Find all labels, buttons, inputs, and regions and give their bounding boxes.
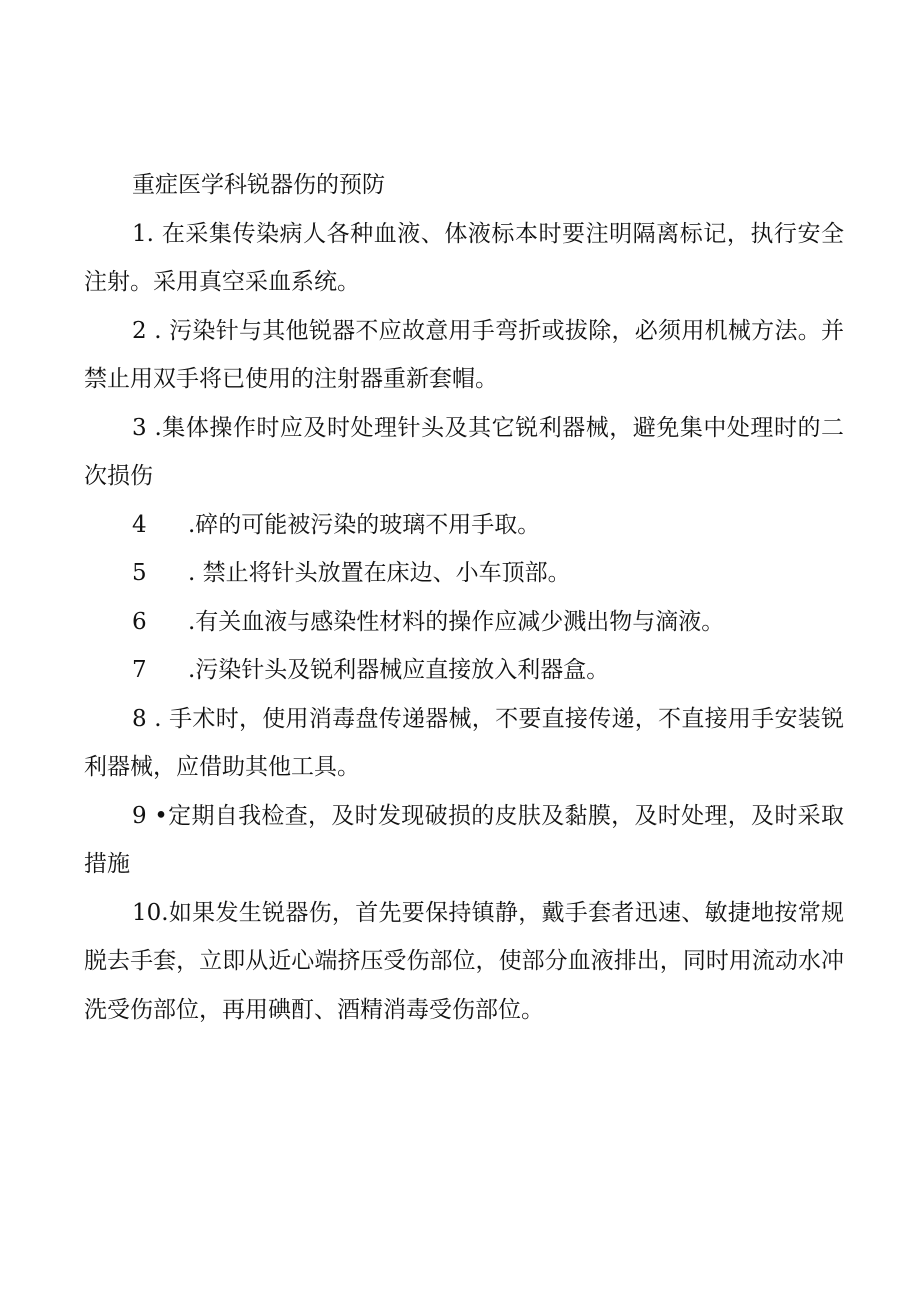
list-item-10 bbox=[84, 889, 844, 1035]
item-number: 1. bbox=[132, 220, 154, 247]
list-item-4 bbox=[84, 501, 844, 550]
item-number: 4 bbox=[132, 511, 147, 538]
list-item-8 bbox=[84, 695, 844, 792]
item-text: 手术时，使用消毒盘传递器械，不要直接传递，不直接用手安装锐利器械，应借助其他工具。 bbox=[84, 705, 845, 780]
item-number: 7 bbox=[132, 657, 147, 683]
list-item-6 bbox=[84, 598, 844, 647]
item-number: 6 bbox=[132, 608, 147, 635]
list-item-2 bbox=[84, 307, 844, 404]
item-text: 污染针与其他锐器不应故意用手弯折或拔除，必须用机械方法。并禁止用双手将已使用的注射器重新套帽。 bbox=[84, 317, 845, 392]
item-text: .碎的可能被污染的玻璃不用手取。 bbox=[188, 511, 541, 538]
list-item-1 bbox=[84, 210, 844, 307]
document-body bbox=[84, 161, 844, 1034]
item-text: .有关血液与感染性材料的操作应减少溅出物与滴液。 bbox=[188, 608, 725, 635]
item-text: 如果发生锐器伤，首先要保持镇静，戴手套者迅速、敏捷地按常规脱去手套，立即从近心端挤压受伤部位，使部分血液排出，同时用流动水冲洗受伤部位，再用碘酊、酒精消毒受伤部位。 bbox=[84, 899, 844, 1023]
item-number: 3 . bbox=[132, 414, 162, 441]
item-text: .污染针头及锐利器械应直接放入利器盒。 bbox=[188, 657, 610, 683]
item-text: . 禁止将针头放置在床边、小车顶部。 bbox=[188, 560, 571, 586]
item-number: 10. bbox=[132, 899, 169, 926]
item-number: 2 . bbox=[132, 317, 162, 344]
document-title: 重症医学科锐器伤的预防 bbox=[132, 172, 385, 198]
item-text: 集体操作时应及时处理针头及其它锐利器械，避免集中处理时的二次损伤 bbox=[84, 414, 844, 489]
item-number: 8 . bbox=[132, 705, 162, 732]
item-number: 5 bbox=[132, 560, 147, 586]
list-item-9 bbox=[84, 792, 844, 889]
item-text: 定期自我检查，及时发现破损的皮肤及黏膜，及时处理，及时采取措施 bbox=[84, 802, 844, 877]
list-item-5 bbox=[84, 549, 844, 598]
list-item-7 bbox=[84, 646, 844, 695]
list-item-3 bbox=[84, 404, 844, 501]
item-number: 9 • bbox=[132, 802, 168, 829]
item-text: 在采集传染病人各种血液、体液标本时要注明隔离标记，执行安全注射。采用真空采血系统。 bbox=[84, 220, 845, 295]
